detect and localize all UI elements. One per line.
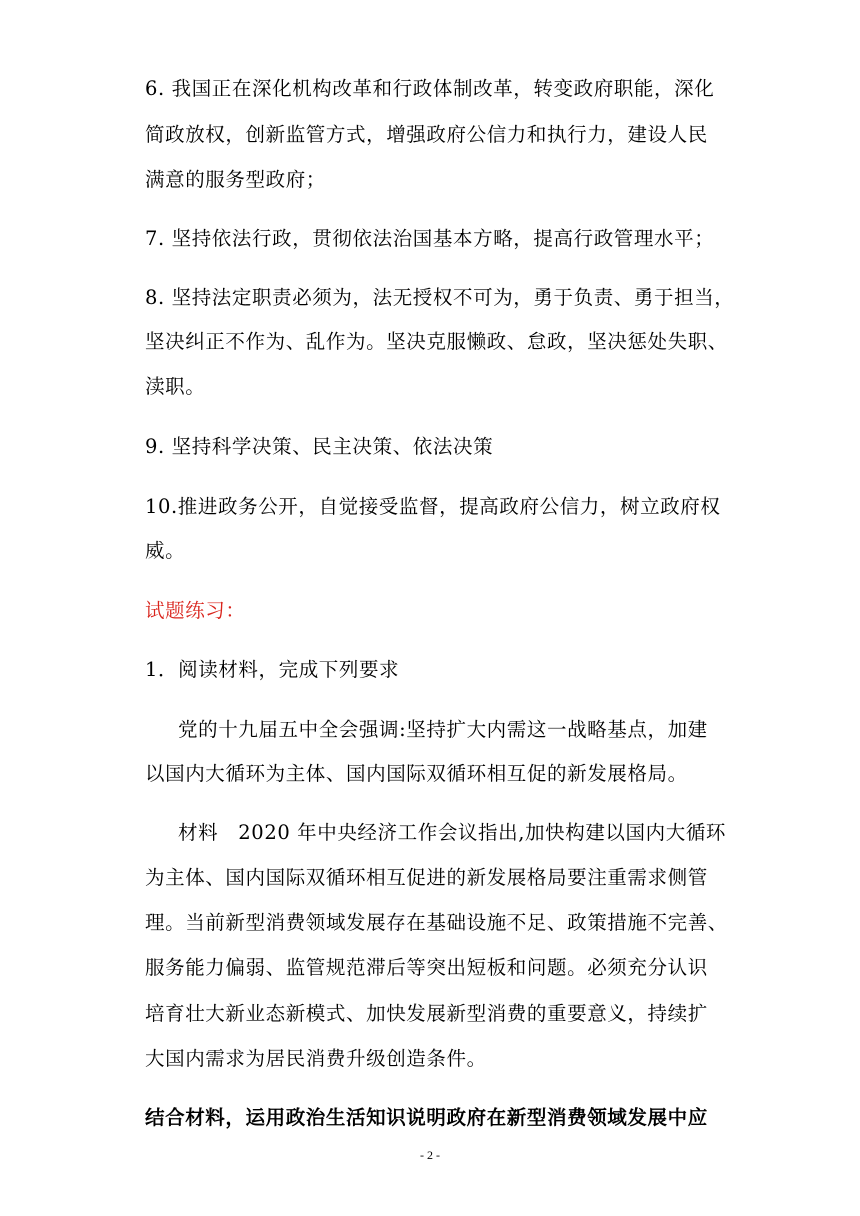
section-title: 试题练习： bbox=[145, 599, 246, 622]
point-8-line-3: 渎职。 bbox=[145, 375, 206, 398]
point-8-line-2: 坚决纠正不作为、乱作为。坚决克服懒政、怠政，坚决惩处失职、 bbox=[145, 330, 728, 353]
material-line-5: 培育壮大新业态新模式、加快发展新型消费的重要意义，持续扩 bbox=[145, 1002, 708, 1025]
material-line-6: 大国内需求为居民消费升级创造条件。 bbox=[145, 1047, 487, 1070]
material-line-1: 材料 2020 年中央经济工作会议指出,加快构建以国内大循环 bbox=[178, 821, 727, 844]
point-6-line-2: 简政放权，创新监管方式，增强政府公信力和执行力，建设人民 bbox=[145, 123, 708, 146]
question-number-line: 1．阅读材料，完成下列要求 bbox=[145, 658, 400, 681]
point-10-line-2: 威。 bbox=[145, 539, 186, 562]
point-8-line-1: 8. 坚持法定职责必须为，法无授权不可为，勇于负责、勇于担当， bbox=[145, 286, 735, 309]
material-line-2: 为主体、国内国际双循环相互促进的新发展格局要注重需求侧管 bbox=[145, 866, 708, 889]
material-line-3: 理。当前新型消费领域发展存在基础设施不足、政策措施不完善、 bbox=[145, 911, 728, 934]
question-intro-line-2: 以国内大循环为主体、国内国际双循环相互促的新发展格局。 bbox=[145, 762, 688, 785]
point-10-line-1: 10.推进政务公开，自觉接受监督，提高政府公信力，树立政府权 bbox=[145, 495, 721, 518]
point-6-line-1: 6. 我国正在深化机构改革和行政体制改革，转变政府职能，深化 bbox=[145, 77, 715, 100]
question-task-line: 结合材料，运用政治生活知识说明政府在新型消费领域发展中应 bbox=[145, 1106, 708, 1129]
material-line-4: 服务能力偏弱、监管规范滞后等突出短板和问题。必须充分认识 bbox=[145, 956, 708, 979]
page-number: - 2 - bbox=[420, 1148, 440, 1162]
point-9-line-1: 9. 坚持科学决策、民主决策、依法决策 bbox=[145, 435, 494, 458]
point-7-line-1: 7. 坚持依法行政，贯彻依法治国基本方略，提高行政管理水平； bbox=[145, 227, 715, 250]
point-6-line-3: 满意的服务型政府； bbox=[145, 168, 326, 191]
question-intro-line-1: 党的十九届五中全会强调:坚持扩大内需这一战略基点，加建 bbox=[178, 718, 708, 741]
